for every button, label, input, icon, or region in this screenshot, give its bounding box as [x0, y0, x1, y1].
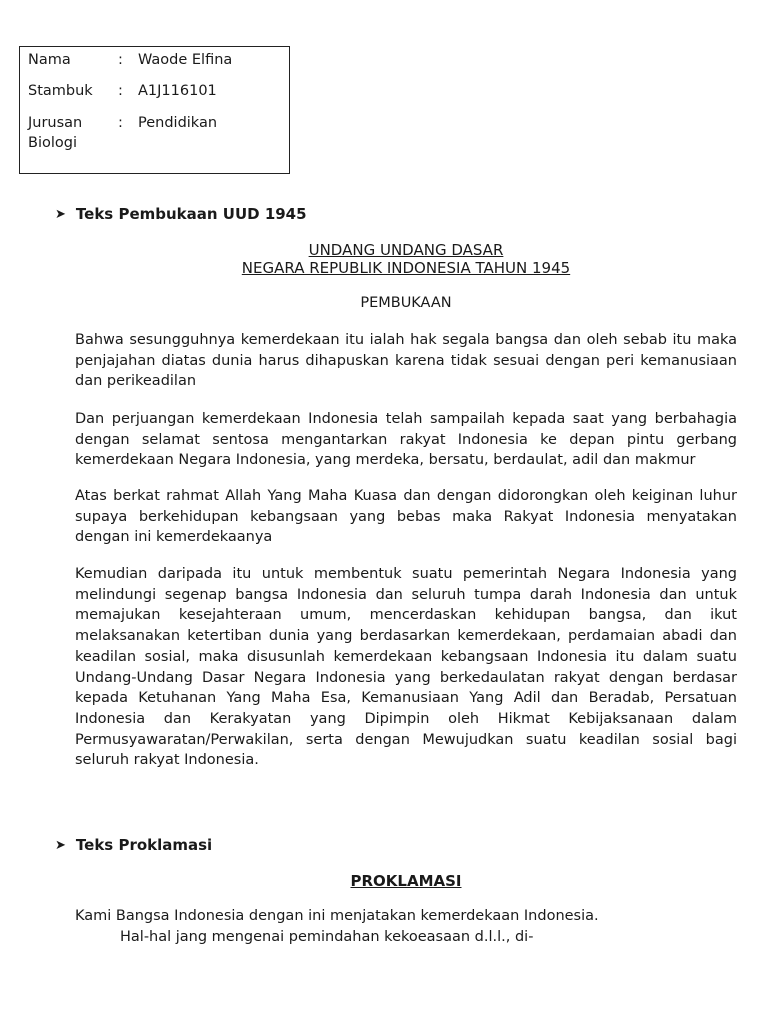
stambuk-value: A1J116101 [138, 83, 217, 99]
arrow-bullet-icon: ➤ [55, 206, 66, 222]
student-info-box [19, 46, 290, 174]
jurusan-value: Pendidikan [138, 115, 218, 131]
paragraph-1: Bahwa sesungguhnya kemerdekaan itu ialah hak segala bangsa dan oleh sebab itu maka penjajahan diatas dunia harus dihapuskan karena tidak sesuai dengan peri kemanusiaan dan perikeadilan [75, 332, 737, 390]
stambuk-label: Stambuk [28, 83, 93, 99]
nama-colon: : [118, 52, 123, 68]
proklamasi-line1: Kami Bangsa Indonesia dengan ini menjatakan kemerdekaan Indonesia. [75, 908, 599, 924]
section2-heading-text: Teks Proklamasi [75, 836, 213, 854]
uud-title-line1 [75, 241, 737, 259]
jurusan-colon: : [118, 115, 123, 131]
uud-title-line2-text: NEGARA REPUBLIK INDONESIA TAHUN 1945 [241, 259, 571, 277]
nama-label: Nama [28, 52, 71, 68]
section1-heading [55, 205, 307, 223]
uud-title-line2 [75, 259, 737, 277]
section1-heading-text: Teks Pembukaan UUD 1945 [75, 205, 307, 223]
paragraph-3: Atas berkat rahmat Allah Yang Maha Kuasa dan dengan didorongkan oleh keiginan luhur supaya berkehidupan kebangsaan yang bebas maka Rakyat Indonesia menyatakan dengan ini kemerdekaanya [75, 488, 737, 546]
jurusan-label: Jurusan [28, 115, 83, 131]
nama-value: Waode Elfina [138, 52, 233, 68]
jurusan-continuation: Biologi [28, 135, 77, 151]
proklamasi-line2: Hal-hal jang mengenai pemindahan kekoeasaan d.l.l., di- [120, 929, 534, 945]
pembukaan-subtitle: PEMBUKAAN [360, 295, 452, 311]
paragraph-2: Dan perjuangan kemerdekaan Indonesia telah sampailah kepada saat yang berbahagia dengan selamat sentosa mengantarkan rakyat Indonesia ke depan pintu gerbang kemerdekaan Negara Indonesia, yang merdeka, bersatu, berdaulat, adil dan makmur [75, 411, 737, 469]
paragraph-4: Kemudian daripada itu untuk membentuk suatu pemerintah Negara Indonesia yang melindungi segenap bangsa Indonesia dan seluruh tumpa darah Indonesia dan untuk memajukan kesejahteraan umum, mencerdaskan kehidupan bangsa, dan ikut melaksanakan ketertiban dunia yang berdasarkan kemerdekaan, perdamaian abadi dan keadilan sosial, maka disusunlah kemerdekaan kebangsaan Indonesia itu dalam suatu Undang-Undang Dasar Negara Indonesia yang berkedaulatan rakyat dengan berdasar kepada Ketuhanan Yang Maha Esa, Kemanusiaan Yang Adil dan Beradab, Persatuan Indonesia dan Kerakyatan yang Dipimpin oleh Hikmat Kebijaksanaan dalam Permusyawaratan/Perwakilan, serta dengan Mewujudkan suatu keadilan sosial bagi seluruh rakyat Indonesia. [75, 566, 737, 769]
arrow-bullet-icon: ➤ [55, 837, 66, 853]
proklamasi-title-text: PROKLAMASI [350, 872, 462, 890]
section2-heading [55, 836, 212, 854]
proklamasi-title [75, 872, 737, 890]
uud-title-line1-text: UNDANG UNDANG DASAR [308, 241, 504, 259]
stambuk-colon: : [118, 83, 123, 99]
